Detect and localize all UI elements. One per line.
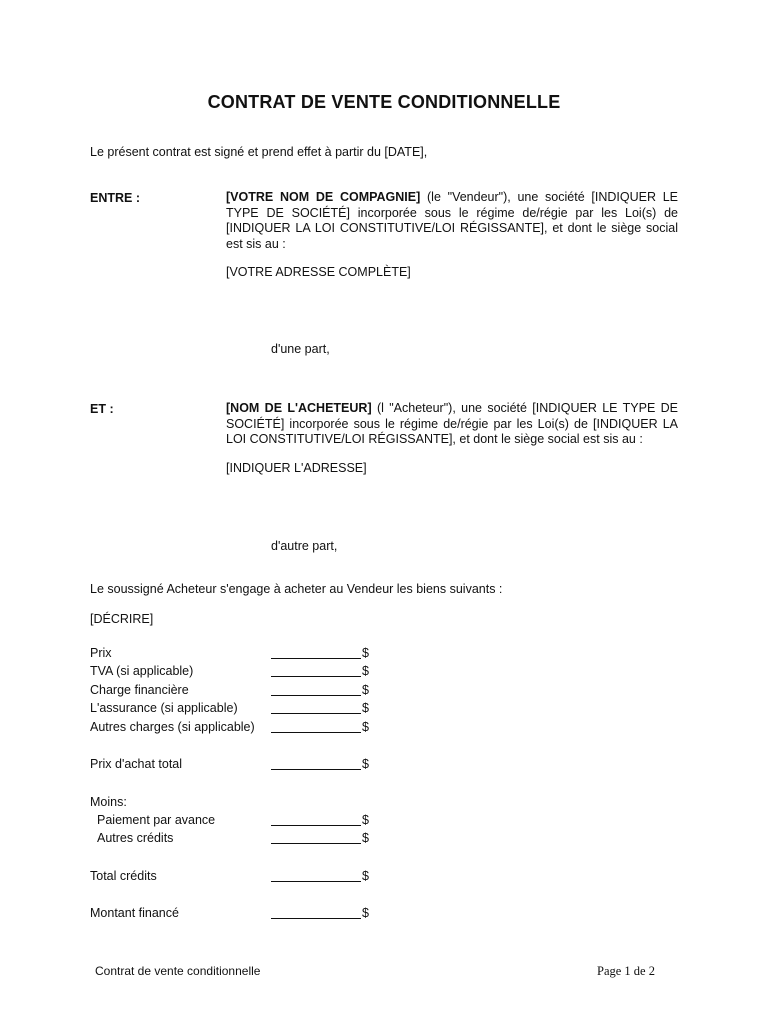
label-moins: Moins:: [90, 795, 127, 809]
seller-address: [VOTRE ADRESSE COMPLÈTE]: [226, 265, 411, 279]
blank-autres-credits: [271, 831, 361, 844]
label-prix: Prix: [90, 646, 112, 660]
currency-total-credits: $: [362, 869, 369, 883]
label-montant-finance: Montant financé: [90, 906, 179, 920]
footer-document-title: Contrat de vente conditionnelle: [95, 964, 261, 978]
blank-assurance: [271, 701, 361, 714]
buyer-address: [INDIQUER L'ADRESSE]: [226, 461, 367, 475]
blank-prix: [271, 646, 361, 659]
label-total-credits: Total crédits: [90, 869, 157, 883]
label-prix-total: Prix d'achat total: [90, 757, 183, 771]
blank-tva: [271, 664, 361, 677]
blank-autres-charges: [271, 720, 361, 733]
buyer-name: [NOM DE L'ACHETEUR]: [226, 401, 372, 415]
blank-charge: [271, 683, 361, 696]
currency-autres-credits: $: [362, 831, 369, 845]
describe-placeholder: [DÉCRIRE]: [90, 612, 154, 626]
seller-name: [VOTRE NOM DE COMPAGNIE]: [226, 190, 421, 204]
currency-charge: $: [362, 683, 369, 697]
currency-montant-finance: $: [362, 906, 369, 920]
blank-prix-total: [271, 757, 361, 770]
currency-tva: $: [362, 664, 369, 678]
currency-prix-total: $: [362, 757, 369, 771]
currency-paiement-avance: $: [362, 813, 369, 827]
seller-label: ENTRE :: [90, 191, 140, 205]
buyer-description: (l "Acheteur"), une société [INDIQUER LE TYPE DE SOCIÉTÉ] incorporée sous le régime de/régie par les Loi(s) de [INDIQUER LA LOI CONSTITUTIVE/LOI RÉGISSANTE], et dont le siège social est sis au :: [226, 401, 678, 446]
intro-text: Le présent contrat est signé et prend effet à partir du [DATE],: [90, 145, 428, 159]
seller-part: d'une part,: [271, 342, 330, 356]
currency-autres-charges: $: [362, 720, 369, 734]
currency-assurance: $: [362, 701, 369, 715]
label-tva: TVA (si applicable): [90, 664, 194, 678]
blank-total-credits: [271, 869, 361, 882]
buyer-part: d'autre part,: [271, 539, 338, 553]
page-title: CONTRAT DE VENTE CONDITIONNELLE: [207, 92, 561, 112]
label-autres-credits: Autres crédits: [97, 831, 174, 845]
commitment-text: Le soussigné Acheteur s'engage à acheter au Vendeur les biens suivants :: [90, 582, 503, 596]
buyer-label: ET :: [90, 402, 114, 416]
footer-page-number: Page 1 de 2: [597, 964, 655, 978]
seller-paragraph: [226, 190, 678, 252]
seller-description: (le "Vendeur"), une société [INDIQUER LE TYPE DE SOCIÉTÉ] incorporée sous le régime de/régie par les Loi(s) de [INDIQUER LA LOI CONSTITUTIVE/LOI RÉGISSANTE], et dont le siège social est sis au :: [226, 190, 678, 251]
label-autres-charges: Autres charges (si applicable): [90, 720, 255, 734]
label-paiement-avance: Paiement par avance: [97, 813, 216, 827]
blank-paiement-avance: [271, 813, 361, 826]
currency-prix: $: [362, 646, 369, 660]
blank-montant-finance: [271, 906, 361, 919]
label-charge: Charge financière: [90, 683, 189, 697]
label-assurance: L'assurance (si applicable): [90, 701, 238, 715]
buyer-paragraph: [226, 401, 678, 448]
